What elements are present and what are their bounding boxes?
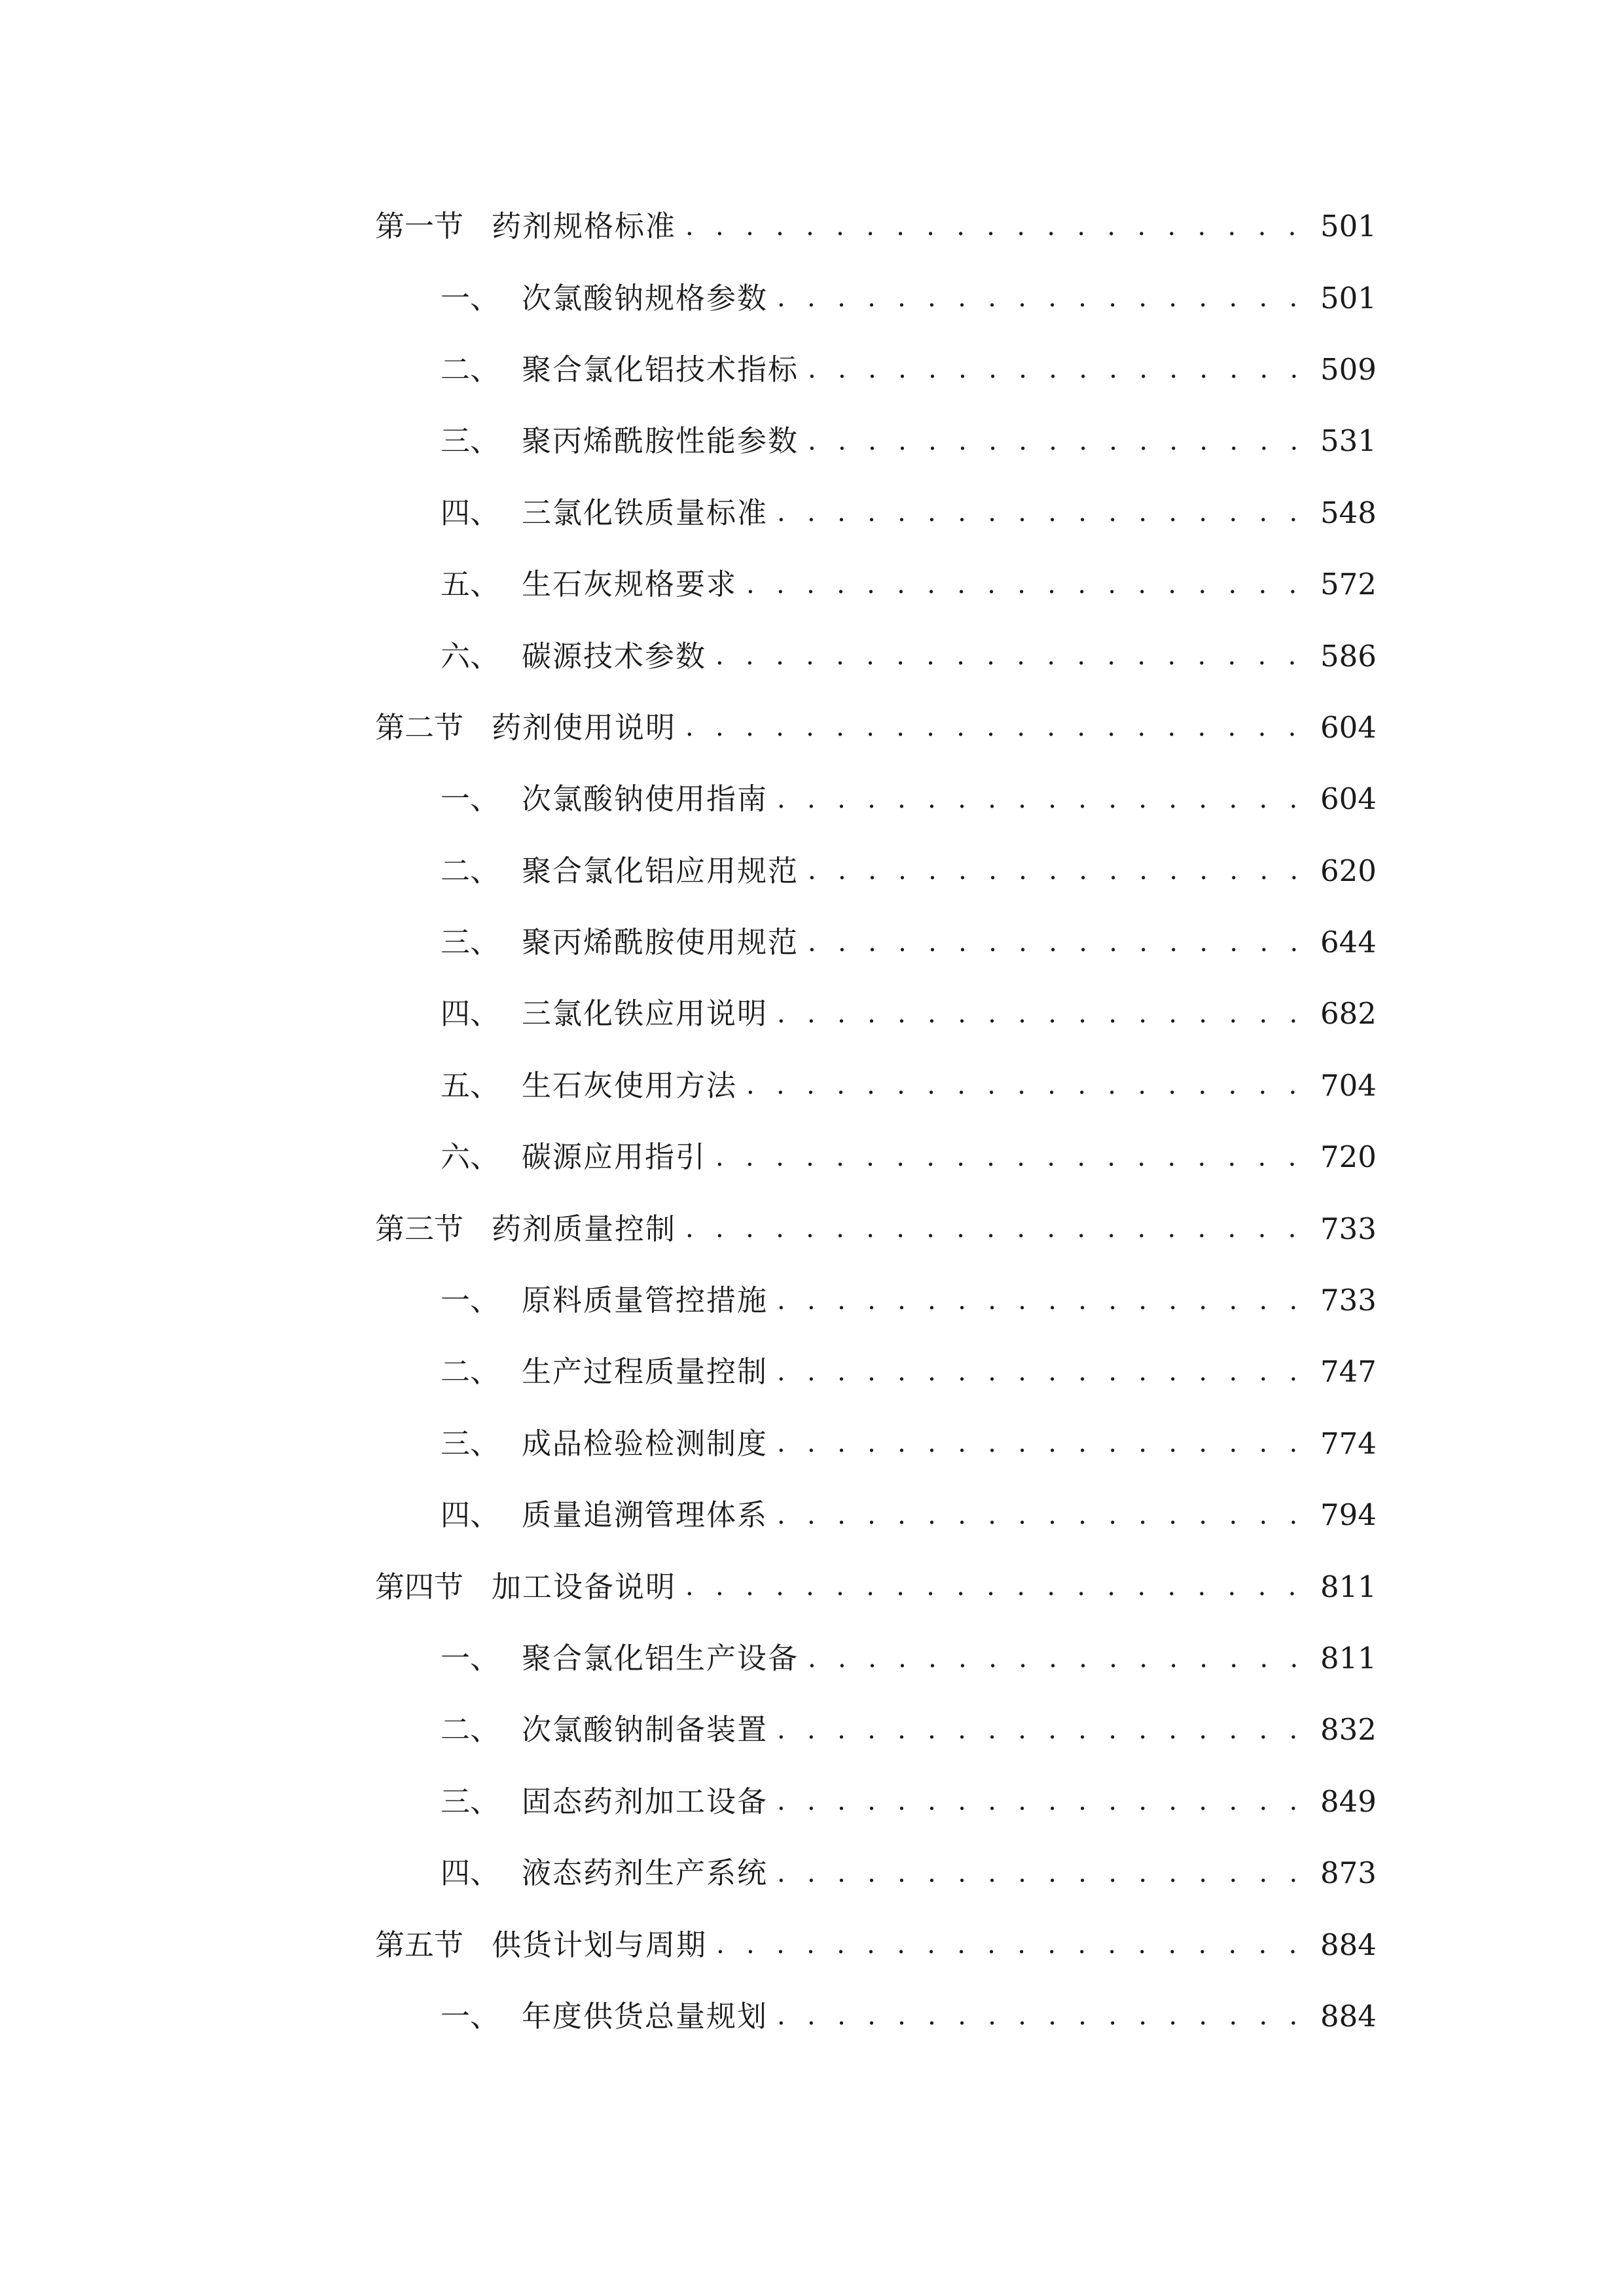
toc-entry-number: 五、 [441, 1067, 500, 1103]
toc-subsection-entry[interactable] [375, 1837, 1377, 1909]
toc-page-number: 733 [1320, 1211, 1377, 1246]
toc-entry-number: 六、 [441, 1139, 500, 1175]
toc-entry-number: 二、 [441, 1712, 500, 1748]
toc-entry-title: 聚合氯化铝应用规范 [522, 853, 799, 888]
toc-page-number: 720 [1320, 1139, 1377, 1175]
toc-entry-number: 二、 [441, 351, 500, 387]
toc-entry-title: 生产过程质量控制 [522, 1354, 768, 1390]
toc-page-number: 873 [1320, 1856, 1377, 1891]
toc-page-number: 501 [1320, 209, 1377, 244]
toc-entry-title: 碳源应用指引 [522, 1139, 707, 1175]
toc-page-number: 620 [1320, 853, 1377, 888]
toc-page-number: 682 [1320, 996, 1377, 1031]
toc-subsection-entry[interactable] [375, 1694, 1377, 1765]
toc-page-number: 832 [1320, 1712, 1377, 1748]
toc-entry-title: 三氯化铁质量标准 [522, 495, 768, 530]
dot-leader [746, 1072, 1306, 1098]
toc-entry-number: 一、 [441, 280, 500, 315]
toc-entry-title: 聚丙烯酰胺使用规范 [522, 925, 799, 960]
dot-leader [777, 1001, 1306, 1027]
toc-subsection-entry[interactable] [375, 1336, 1377, 1407]
toc-subsection-entry[interactable] [375, 763, 1377, 834]
toc-entry-number: 第一节 [375, 209, 464, 244]
dot-leader [777, 1287, 1306, 1314]
toc-entry-number: 四、 [441, 1498, 500, 1533]
toc-page-number: 774 [1320, 1426, 1377, 1461]
dot-leader [777, 1430, 1306, 1456]
toc-page-number: 586 [1320, 638, 1377, 673]
toc-entry-title: 聚合氯化铝技术指标 [522, 351, 799, 387]
toc-entry-title: 生石灰规格要求 [522, 567, 738, 602]
toc-entry-number: 三、 [441, 1784, 500, 1819]
toc-entry-title: 碳源技术参数 [522, 638, 707, 673]
toc-entry-number: 一、 [441, 781, 500, 817]
toc-entry-title: 固态药剂加工设备 [522, 1784, 768, 1819]
toc-section-entry[interactable] [375, 1551, 1377, 1622]
toc-entry-title: 药剂规格标准 [492, 209, 677, 244]
toc-section-entry[interactable] [375, 1193, 1377, 1264]
toc-entry-title: 年度供货总量规划 [522, 1998, 768, 2034]
toc-subsection-entry[interactable] [375, 1265, 1377, 1336]
toc-entry-number: 六、 [441, 638, 500, 673]
dot-leader [808, 356, 1306, 382]
toc-page-number: 733 [1320, 1283, 1377, 1318]
toc-entry-title: 三氯化铁应用说明 [522, 996, 768, 1031]
toc-entry-title: 加工设备说明 [492, 1569, 677, 1604]
toc-page-number: 884 [1320, 1998, 1377, 2034]
dot-leader [777, 1502, 1306, 1528]
dot-leader [685, 714, 1306, 740]
toc-entry-title: 成品检验检测制度 [522, 1426, 768, 1461]
toc-entry-number: 二、 [441, 853, 500, 888]
dot-leader [808, 428, 1306, 454]
toc-page-number: 747 [1320, 1354, 1377, 1390]
toc-subsection-entry[interactable] [375, 405, 1377, 476]
toc-entry-number: 五、 [441, 567, 500, 602]
toc-subsection-entry[interactable] [375, 1766, 1377, 1837]
dot-leader [777, 1860, 1306, 1886]
toc-subsection-entry[interactable] [375, 906, 1377, 978]
toc-entry-title: 质量追溯管理体系 [522, 1498, 768, 1533]
dot-leader [777, 2003, 1306, 2029]
toc-page-number: 644 [1320, 925, 1377, 960]
toc-entry-number: 第四节 [375, 1569, 464, 1604]
toc-entry-number: 三、 [441, 423, 500, 459]
toc-entry-title: 聚合氯化铝生产设备 [522, 1641, 799, 1676]
toc-page-number: 704 [1320, 1067, 1377, 1103]
toc-page-number: 884 [1320, 1927, 1377, 1962]
toc-subsection-entry[interactable] [375, 334, 1377, 405]
toc-subsection-entry[interactable] [375, 1623, 1377, 1694]
dot-leader [746, 571, 1306, 598]
dot-leader [777, 285, 1306, 311]
toc-entry-number: 三、 [441, 925, 500, 960]
toc-subsection-entry[interactable] [375, 548, 1377, 620]
toc-page-number: 548 [1320, 495, 1377, 530]
toc-section-entry[interactable] [375, 692, 1377, 763]
toc-page-number: 572 [1320, 567, 1377, 602]
toc-entry-number: 四、 [441, 996, 500, 1031]
toc-entry-title: 供货计划与周期 [492, 1927, 708, 1962]
table-of-contents [375, 190, 1377, 2052]
dot-leader [777, 786, 1306, 812]
dot-leader [715, 1144, 1306, 1170]
toc-entry-number: 二、 [441, 1354, 500, 1390]
toc-section-entry[interactable] [375, 1909, 1377, 1980]
toc-entry-number: 四、 [441, 495, 500, 530]
dot-leader [808, 1645, 1306, 1672]
toc-entry-title: 次氯酸钠使用指南 [522, 781, 768, 817]
toc-subsection-entry[interactable] [375, 262, 1377, 333]
toc-subsection-entry[interactable] [375, 620, 1377, 691]
toc-page-number: 849 [1320, 1784, 1377, 1819]
toc-subsection-entry[interactable] [375, 978, 1377, 1049]
toc-entry-title: 聚丙烯酰胺性能参数 [522, 423, 799, 459]
toc-entry-number: 第五节 [375, 1927, 464, 1962]
dot-leader [808, 857, 1306, 884]
toc-section-entry[interactable] [375, 190, 1377, 262]
toc-subsection-entry[interactable] [375, 835, 1377, 906]
toc-entry-title: 药剂质量控制 [492, 1211, 677, 1246]
dot-leader [685, 213, 1306, 240]
dot-leader [777, 499, 1306, 526]
toc-page-number: 604 [1320, 781, 1377, 817]
toc-entry-number: 一、 [441, 1998, 500, 2034]
dot-leader [685, 1215, 1306, 1242]
dot-leader [685, 1573, 1306, 1600]
toc-entry-title: 原料质量管控措施 [522, 1283, 768, 1318]
dot-leader [808, 929, 1306, 956]
toc-subsection-entry[interactable] [375, 1408, 1377, 1479]
toc-entry-number: 四、 [441, 1856, 500, 1891]
toc-page-number: 531 [1320, 423, 1377, 459]
toc-entry-number: 一、 [441, 1283, 500, 1318]
dot-leader [777, 1717, 1306, 1743]
toc-subsection-entry[interactable] [375, 1981, 1377, 2052]
toc-subsection-entry[interactable] [375, 1479, 1377, 1551]
toc-page-number: 604 [1320, 709, 1377, 745]
toc-entry-number: 三、 [441, 1426, 500, 1461]
toc-entry-title: 药剂使用说明 [492, 709, 677, 745]
toc-entry-title: 次氯酸钠制备装置 [522, 1712, 768, 1748]
toc-page-number: 501 [1320, 280, 1377, 315]
toc-entry-title: 液态药剂生产系统 [522, 1856, 768, 1891]
toc-entry-number: 一、 [441, 1641, 500, 1676]
toc-page-number: 811 [1320, 1569, 1377, 1604]
toc-entry-title: 次氯酸钠规格参数 [522, 280, 768, 315]
toc-page-number: 509 [1320, 351, 1377, 387]
dot-leader [777, 1788, 1306, 1814]
dot-leader [716, 1931, 1306, 1958]
toc-entry-title: 生石灰使用方法 [522, 1067, 738, 1103]
toc-subsection-entry[interactable] [375, 477, 1377, 548]
dot-leader [715, 643, 1306, 669]
toc-subsection-entry[interactable] [375, 1050, 1377, 1121]
toc-entry-number: 第二节 [375, 709, 464, 745]
toc-subsection-entry[interactable] [375, 1121, 1377, 1193]
toc-page-number: 811 [1320, 1641, 1377, 1676]
toc-entry-number: 第三节 [375, 1211, 464, 1246]
dot-leader [777, 1359, 1306, 1385]
toc-page-number: 794 [1320, 1498, 1377, 1533]
